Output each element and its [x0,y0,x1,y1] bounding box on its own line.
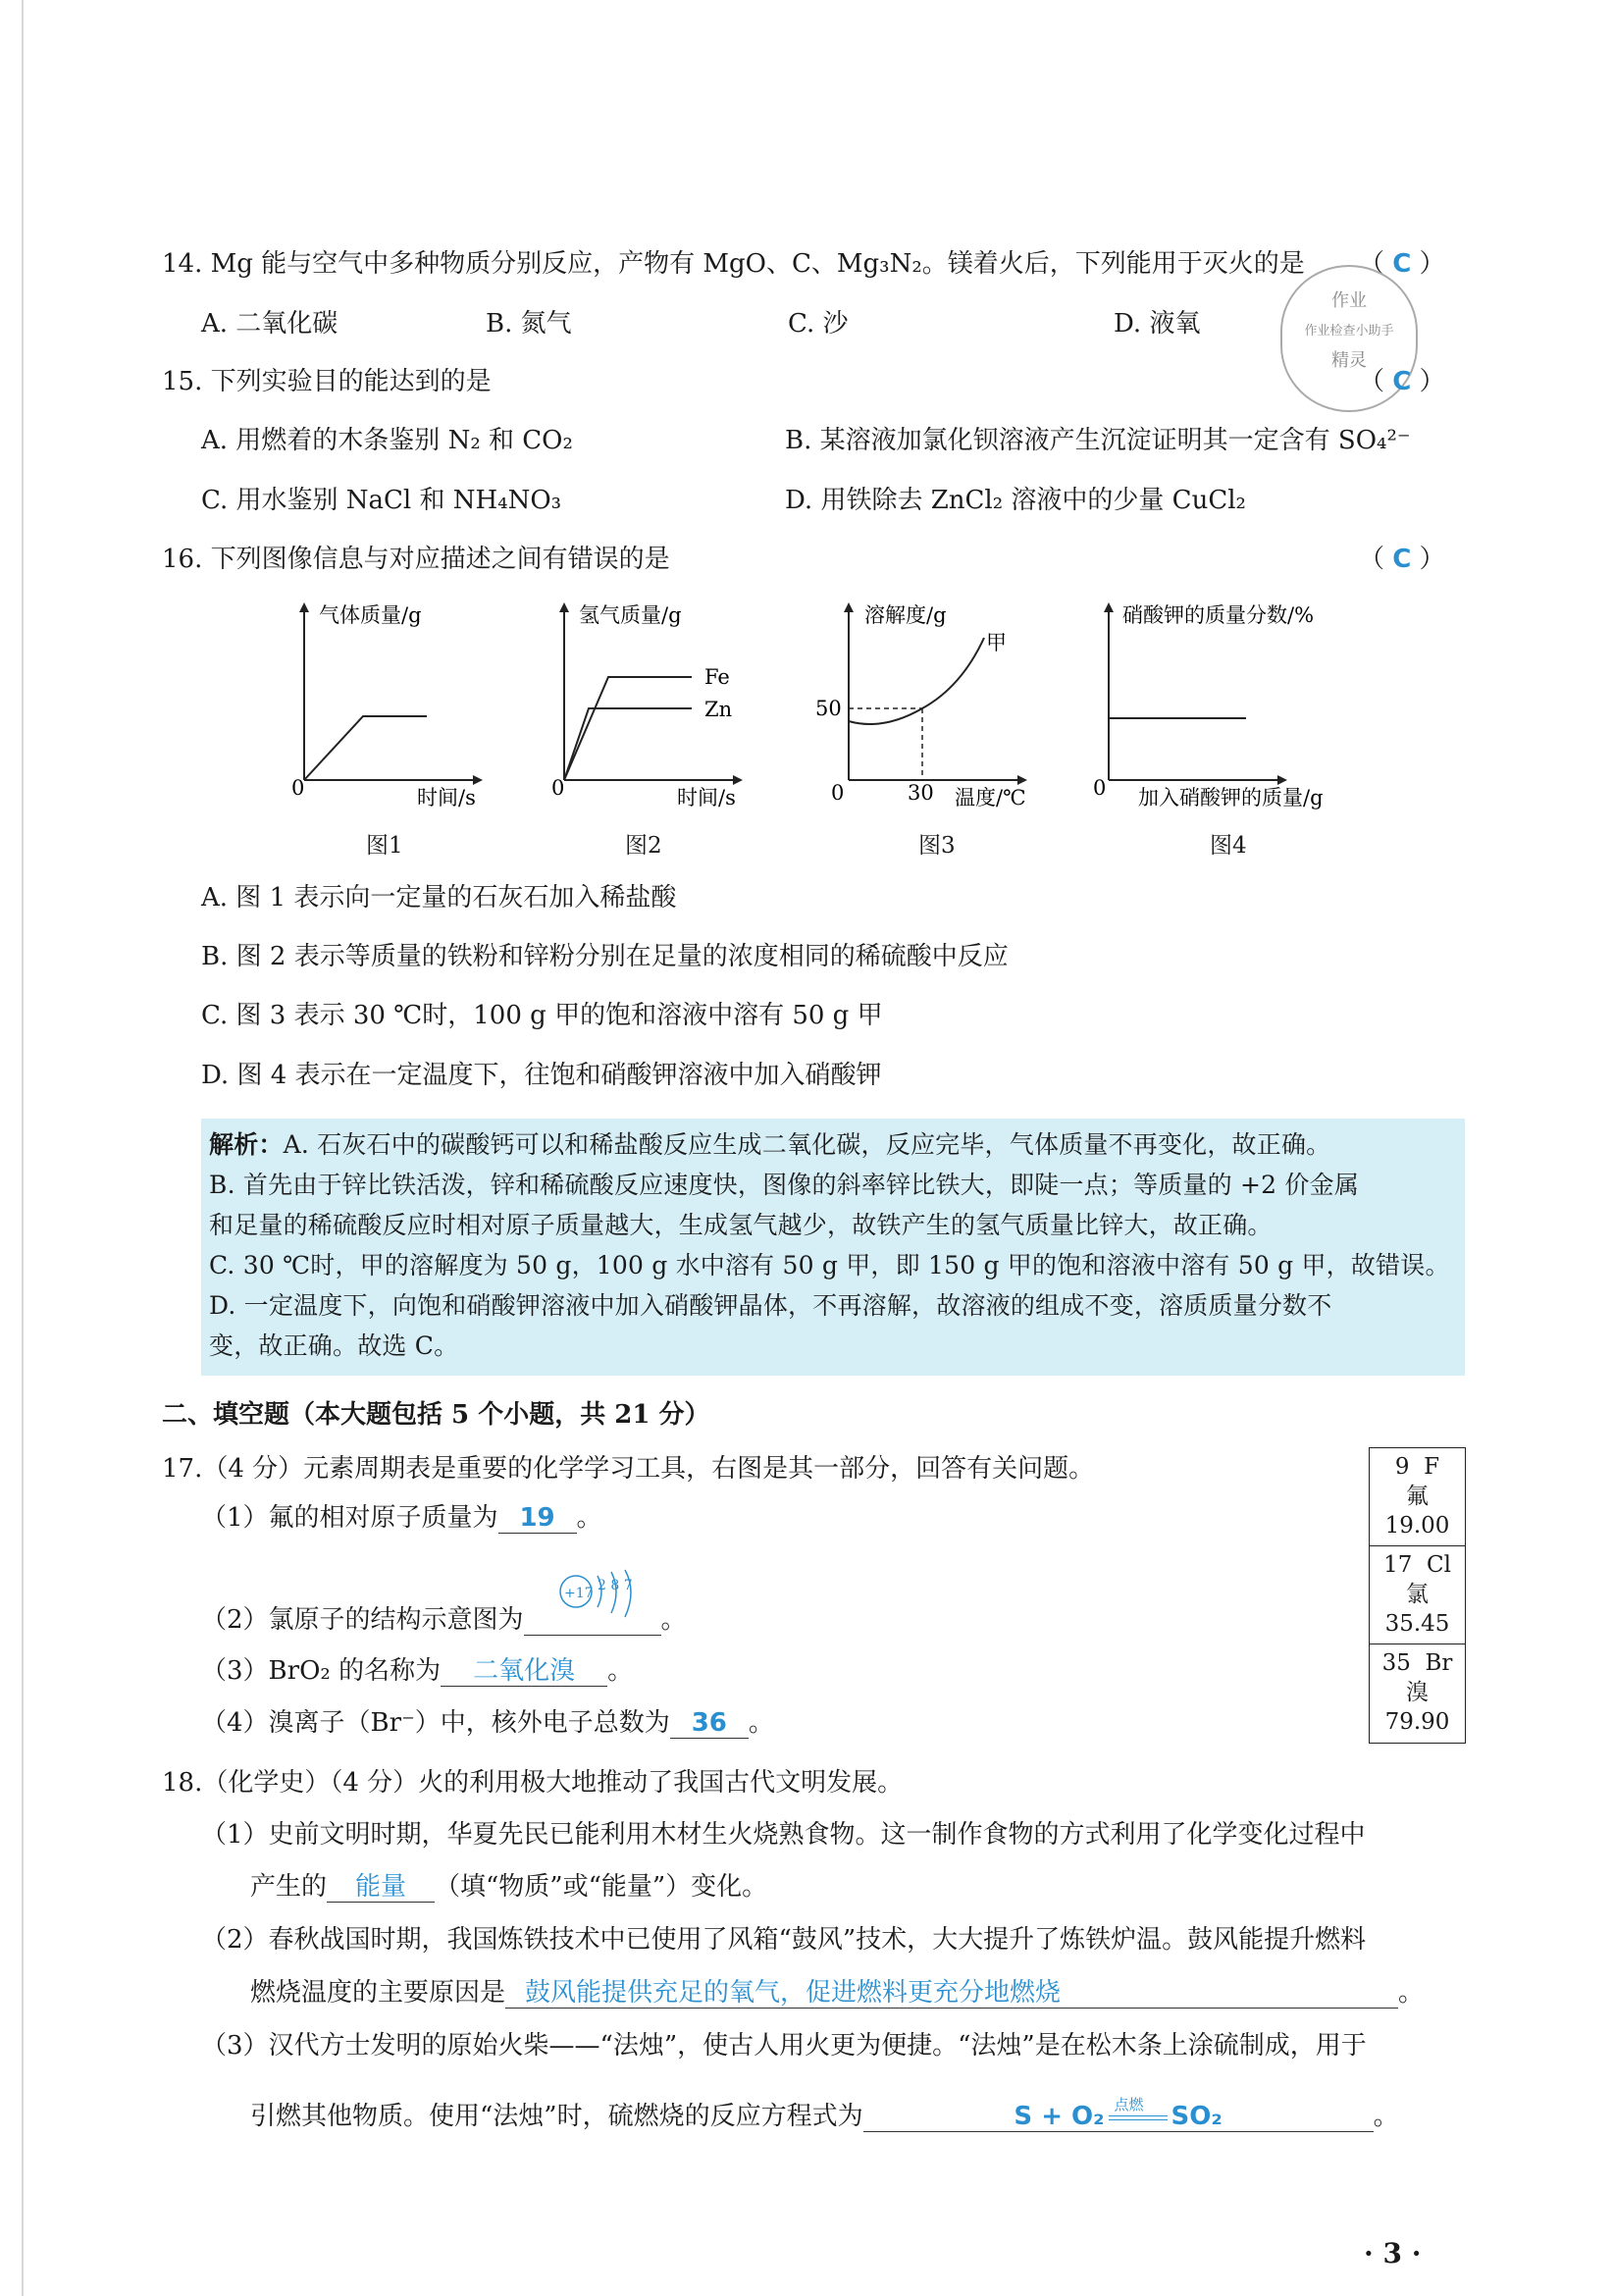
ptable-f-sym: F [1424,1454,1440,1480]
q17-a3: 二氧化溴 [441,1656,607,1687]
fig2-ylabel: 氢气质量/g [579,603,682,627]
atom-nucleus-label: +17 [564,1586,594,1601]
q14-option-c: C. 沙 [788,309,849,339]
fig2-y-arrow [559,602,569,612]
q18-stem: 18.（化学史）（4 分）火的利用极大地推动了我国古代文明发展。 [162,1768,904,1798]
fig4-x-arrow [1277,775,1287,785]
fig4-ylabel: 硝酸钾的质量分数/% [1122,603,1315,627]
q17-p4-end: 。 [748,1708,774,1738]
ptable-br-name: 溴 [1406,1680,1429,1705]
explanation-line-5: D. 一定温度下，向饱和硝酸钾溶液中加入硝酸钾晶体，不再溶解，故溶液的组成不变，溶质质量分数不 [209,1291,1332,1320]
ptable-f-mass: 19.00 [1384,1513,1450,1539]
ptable-f-header [1370,1452,1465,1482]
explanation-line-4: C. 30 ℃时，甲的溶解度为 50 g，100 g 水中溶有 50 g 甲，即 150 g 甲的饱和溶液中溶有 50 g 甲，故错误。 [209,1251,1450,1279]
q18-p2-line1: （2）春秋战国时期，我国炼铁技术中已使用了风箱“鼓风”技术，大大提升了炼铁炉温。鼓风能提升燃料 [201,1925,1367,1955]
q17-p1-text: （1）氟的相对原子质量为 [201,1503,498,1533]
fig2-origin: 0 [551,776,565,800]
periodic-table-excerpt [1369,1447,1466,1744]
fig3-xlabel: 温度/℃ [955,786,1026,809]
q18-a1: 能量 [327,1872,435,1903]
fig3-ytick: 50 [815,697,842,720]
q14-answer-paren: （ C ） [1359,249,1445,279]
page-edge-line [22,0,24,2296]
ptable-cell-br [1370,1644,1465,1743]
q16-option-d: D. 图 4 表示在一定温度下，往饱和硝酸钾溶液中加入硝酸钾 [201,1061,882,1090]
figure-4 [1079,599,1403,809]
figure-3 [809,599,1065,809]
ptable-cl-mass: 35.45 [1384,1611,1450,1637]
q18-p1-line2 [250,1870,767,1904]
page-number: · 3 · [1364,2237,1422,2270]
q17-p4-text: （4）溴离子（Br⁻）中，核外电子总数为 [201,1708,670,1738]
q16-option-c: C. 图 3 表示 30 ℃时，100 g 甲的饱和溶液中溶有 50 g 甲 [201,1001,883,1030]
fig1-ylabel: 气体质量/g [319,603,422,627]
fig2-caption: 图2 [625,833,662,859]
fig3-ylabel: 溶解度/g [864,603,947,627]
q18-p1-prefix: 产生的 [250,1872,328,1902]
ptable-br-header [1370,1648,1465,1678]
ptable-cell-f [1370,1448,1465,1546]
q18-p3-line1: （3）汉代方士发明的原始火柴——“法烛”，使古人用火更为便捷。“法烛”是在松木条上涂硫制成，用于 [201,2031,1367,2061]
section2-heading: 二、填空题（本大题包括 5 个小题，共 21 分） [162,1400,710,1430]
ptable-cell-cl [1370,1546,1465,1644]
q14-option-b: B. 氮气 [486,309,572,339]
q15-option-c: C. 用水鉴别 NaCl 和 NH₄NO₃ [201,486,562,515]
q17-a2-blank [524,1605,661,1636]
q16-answer-paren: （ C ） [1359,545,1445,574]
fig3-origin: 0 [831,781,845,805]
fig1-origin: 0 [291,776,305,800]
fig1-y-arrow [299,602,309,612]
q17-p3-text: （3）BrO₂ 的名称为 [201,1656,442,1686]
q18-p2-line2 [250,1976,1424,2009]
q18-a3-condition: 点燃 [1114,2096,1144,2113]
q15-stem: 15. 下列实验目的能达到的是 [162,367,492,396]
q17-a4: 36 [670,1708,749,1739]
fig1-xlabel: 时间/s [417,786,476,809]
q18-p3-end: 。 [1373,2102,1399,2131]
fig2-series-fe: Fe [704,665,730,689]
q18-p2-end: 。 [1398,1978,1425,2008]
fig3-curve [849,638,984,724]
q16-answer: C [1392,545,1412,574]
fig4-xlabel: 加入硝酸钾的质量/g [1138,786,1324,809]
fig4-y-arrow [1104,602,1114,612]
figure-1 [280,599,515,809]
q18-p1-line1: （1）史前文明时期，华夏先民已能利用木材生火烧熟食物。这一制作食物的方式利用了化学变化过程中 [201,1820,1366,1850]
q17-part4 [201,1706,774,1740]
q17-stem: 17.（4 分）元素周期表是重要的化学学习工具，右图是其一部分，回答有关问题。 [162,1454,1095,1484]
fig1-curve [304,716,427,780]
q15-option-b: B. 某溶液加氯化钡溶液产生沉淀证明其一定含有 SO₄²⁻ [785,426,1411,455]
stamp-bottom: 精灵 [1331,350,1367,371]
stamp-mid: 作业检查小助手 [1304,324,1394,339]
ptable-br-sym: Br [1425,1650,1453,1676]
fig3-series: 甲 [986,631,1007,654]
atom-shells-label: 2 8 7 [598,1578,633,1593]
q14-option-a: A. 二氧化碳 [201,309,338,339]
fig3-caption: 图3 [918,833,956,859]
explanation-line-6: 变，故正确。故选 C。 [209,1331,459,1360]
q17-part1 [201,1501,602,1535]
q18-a2: 鼓风能提供充足的氧气，促进燃料更充分地燃烧 [505,1978,1398,2009]
q17-p2-text: （2）氯原子的结构示意图为 [201,1605,524,1635]
q18-p2-prefix: 燃烧温度的主要原因是 [250,1978,506,2008]
fig2-curve-zn [564,708,692,780]
fig3-x-arrow [1017,775,1027,785]
ptable-cl-name: 氯 [1406,1582,1429,1607]
ptable-f-num: 9 [1394,1454,1410,1480]
q14-option-d: D. 液氧 [1114,309,1201,339]
q17-p1-end: 。 [576,1503,602,1533]
q17-p3-end: 。 [607,1656,634,1686]
fig4-origin: 0 [1093,776,1107,800]
fig2-curve-fe [564,677,692,780]
ptable-cl-sym: Cl [1426,1552,1451,1578]
q16-option-a: A. 图 1 表示向一定量的石灰石加入稀盐酸 [201,883,677,913]
q17-part3 [201,1654,633,1688]
q18-a3-left: S + O₂ [1014,2102,1105,2131]
ptable-cl-num: 17 [1383,1552,1413,1578]
q18-p3-prefix: 引燃其他物质。使用“法烛”时，硫燃烧的反应方程式为 [250,2102,863,2131]
stamp-top: 作业 [1331,290,1367,311]
q18-p1-suffix: （填“物质”或“能量”）变化。 [435,1872,768,1902]
ptable-br-num: 35 [1381,1650,1411,1676]
q18-a3 [863,2096,1374,2132]
q15-option-a: A. 用燃着的木条鉴别 N₂ 和 CO₂ [201,426,573,455]
explanation-label: 解析： [209,1130,284,1159]
fig3-xtick: 30 [908,781,934,805]
q15-answer: C [1392,367,1412,396]
q14-answer: C [1392,249,1412,279]
explanation-line-1 [209,1130,1330,1160]
explanation-line-3: 和足量的稀硫酸反应时相对原子质量越大，生成氢气越少，故铁产生的氢气质量比锌大，故正确。 [209,1211,1273,1239]
ptable-cl-header [1370,1550,1465,1580]
q18-a3-right: SO₂ [1171,2102,1223,2131]
q17-part2 [201,1603,687,1637]
q16-stem: 16. 下列图像信息与对应描述之间有错误的是 [162,545,670,574]
fig3-y-arrow [844,602,854,612]
explanation-line-2: B. 首先由于锌比铁活泼，锌和稀硫酸反应速度快，图像的斜率锌比铁大，即陡一点；等质量的 +2 价金属 [209,1171,1360,1199]
fig2-xlabel: 时间/s [677,786,736,809]
ptable-f-name: 氟 [1406,1484,1429,1509]
fig2-series-zn: Zn [704,698,733,721]
fig2-x-arrow [733,775,743,785]
explanation-box [201,1119,1465,1376]
q17-a1: 19 [498,1503,577,1534]
ptable-br-mass: 79.90 [1384,1709,1450,1735]
explanation-text-1: A. 石灰石中的碳酸钙可以和稀盐酸反应生成二氧化碳，反应完毕，气体质量不再变化，故正确。 [283,1130,1331,1159]
fig4-caption: 图4 [1210,833,1247,859]
figure-2 [540,599,775,809]
q17-p2-end: 。 [660,1605,687,1635]
q16-option-b: B. 图 2 表示等质量的铁粉和锌粉分别在足量的浓度相同的稀硫酸中反应 [201,942,1009,971]
q14-stem: 14. Mg 能与空气中多种物质分别反应，产物有 MgO、C、Mg₃N₂。镁着火后，下列能用于灭火的是 [162,249,1305,279]
fig1-x-arrow [473,775,483,785]
q15-answer-paren: （ C ） [1359,367,1445,396]
q18-a3-arrow [1109,2096,1168,2120]
fig1-caption: 图1 [366,833,403,859]
q18-a3-bar2 [1109,2119,1168,2120]
q15-option-d: D. 用铁除去 ZnCl₂ 溶液中的少量 CuCl₂ [785,486,1246,515]
q18-p3-line2 [250,2096,1399,2133]
